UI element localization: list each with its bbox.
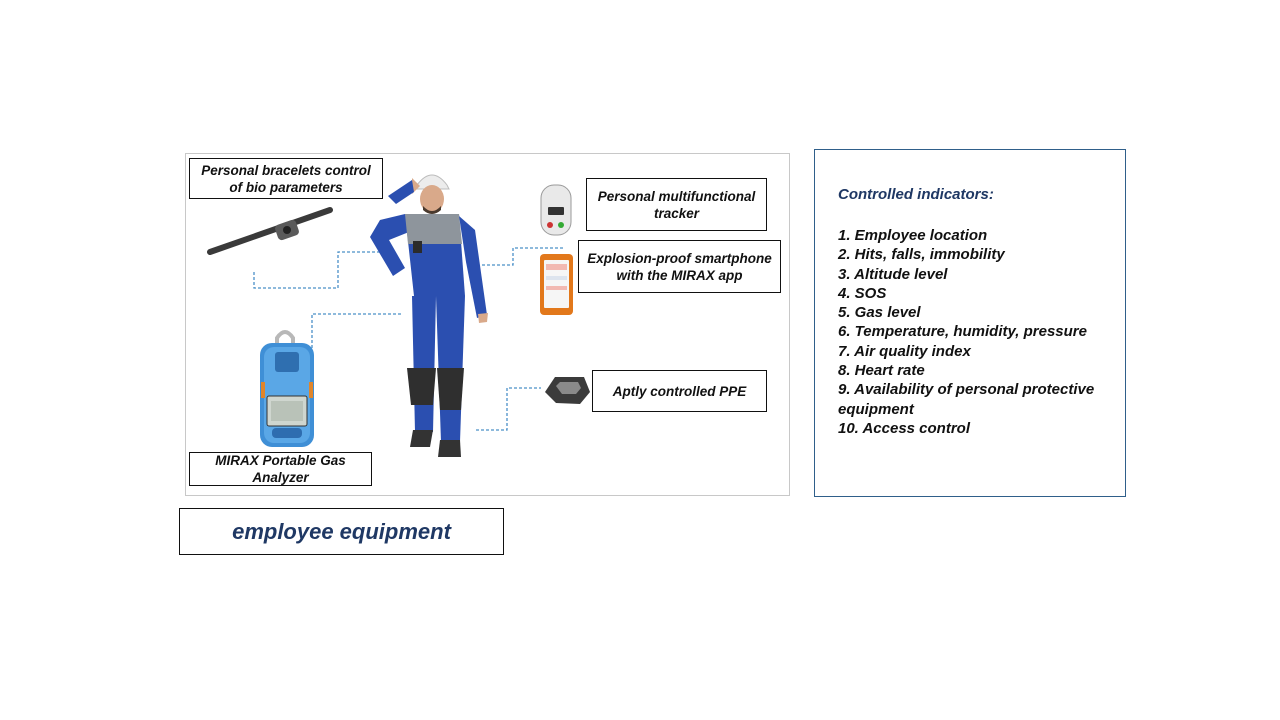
caption-employee-equipment: employee equipment bbox=[179, 508, 504, 555]
indicator-item: 3. Altitude level bbox=[838, 265, 948, 283]
indicator-item: 2. Hits, falls, immobility bbox=[838, 246, 1005, 264]
indicator-item: 5. Gas level bbox=[838, 304, 921, 322]
indicators-title: Controlled indicators: bbox=[838, 186, 994, 203]
label-tracker: Personal multifunctional tracker bbox=[586, 178, 767, 231]
tracker-icon bbox=[541, 185, 571, 235]
indicator-item: 6. Temperature, humidity, pressure bbox=[838, 323, 1087, 341]
worker-figure bbox=[370, 175, 488, 457]
indicator-item: 10. Access control bbox=[838, 419, 971, 437]
label-bracelets: Personal bracelets control of bio parameters bbox=[189, 158, 383, 199]
connector-gas-analyzer bbox=[312, 314, 403, 348]
label-smartphone: Explosion-proof smartphone with the MIRAX app bbox=[578, 240, 781, 293]
indicators-list bbox=[838, 226, 1108, 438]
ppe-icon bbox=[545, 377, 590, 404]
indicator-item: 9. Availability of personal protective equipment bbox=[838, 381, 1095, 418]
label-gas-analyzer: MIRAX Portable Gas Analyzer bbox=[189, 452, 372, 486]
indicator-item: 4. SOS bbox=[838, 284, 887, 302]
connector-bracelet bbox=[254, 252, 390, 288]
gas-analyzer-icon bbox=[260, 332, 314, 447]
smartphone-icon bbox=[540, 254, 573, 315]
indicator-item: 1. Employee location bbox=[838, 227, 988, 244]
bracelet-icon bbox=[210, 210, 330, 252]
indicator-item: 8. Heart rate bbox=[838, 362, 925, 380]
connector-ppe bbox=[476, 388, 541, 430]
label-ppe: Aptly controlled PPE bbox=[592, 370, 767, 412]
indicator-item: 7. Air quality index bbox=[838, 342, 971, 360]
